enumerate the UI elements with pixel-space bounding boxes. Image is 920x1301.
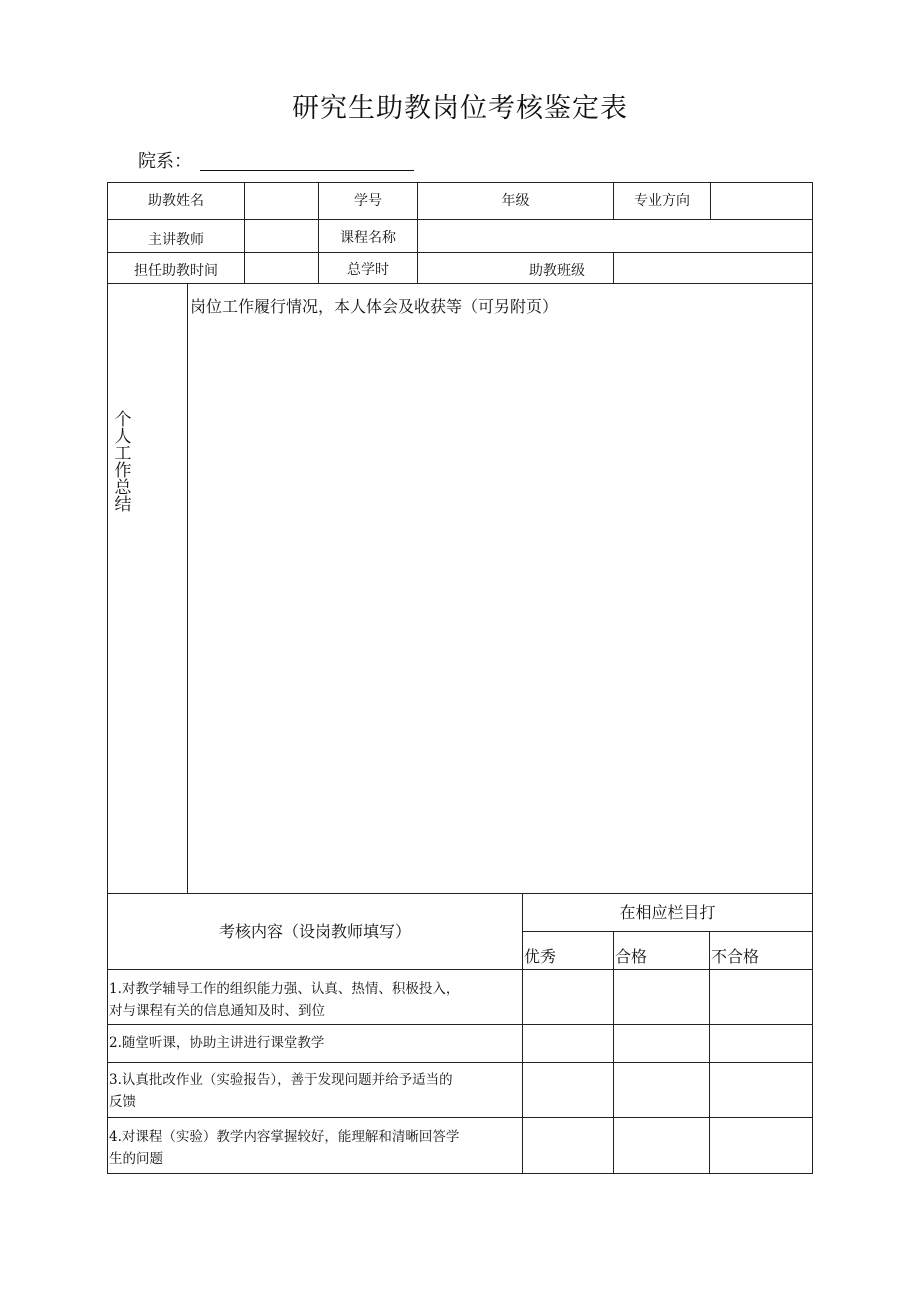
item-4-fail-cell[interactable]	[710, 1118, 812, 1173]
lead-teacher-label: 主讲教师	[148, 232, 204, 248]
evaluation-item-1	[109, 978, 517, 1022]
assistant-period-label: 担任助教时间	[134, 263, 218, 279]
rating-excellent-header: 优秀	[524, 947, 557, 966]
evaluation-item-4-line-1: 4.对课程（实验）教学内容掌握较好，能理解和清晰回答学	[109, 1129, 460, 1145]
evaluation-item-1-line-1: 1.对教学辅导工作的组织能力强、认真、热情、积极投入，	[109, 981, 460, 997]
rating-mark-header: 在相应栏目打	[619, 902, 716, 922]
evaluation-item-3-line-2: 反馈	[109, 1094, 136, 1110]
item-3-fail-cell[interactable]	[710, 1063, 812, 1117]
assistant-class-field[interactable]	[614, 253, 812, 283]
assistant-class-label: 助教班级	[529, 263, 585, 279]
summary-section-label	[109, 412, 137, 514]
evaluation-item-4-line-2: 生的问题	[109, 1151, 163, 1167]
department-label: 院系：	[138, 151, 192, 172]
lead-teacher-field[interactable]	[245, 220, 318, 252]
summary-label-char: 工	[114, 444, 132, 464]
assistant-name-label: 助教姓名	[148, 193, 204, 209]
summary-label-char: 个	[114, 410, 132, 430]
major-label: 专业方向	[634, 193, 690, 209]
item-2-pass-cell[interactable]	[614, 1025, 709, 1062]
item-1-fail-cell[interactable]	[710, 970, 812, 1024]
student-id-label: 学号	[354, 193, 382, 209]
item-3-pass-cell[interactable]	[614, 1063, 709, 1117]
rating-fail-header: 不合格	[711, 947, 760, 966]
rating-pass-header: 合格	[615, 947, 648, 966]
item-2-fail-cell[interactable]	[710, 1025, 812, 1062]
department-field[interactable]	[200, 147, 414, 169]
form-title: 研究生助教岗位考核鉴定表	[292, 93, 628, 124]
item-4-excellent-cell[interactable]	[523, 1118, 612, 1173]
evaluation-item-1-line-2: 对与课程有关的信息通知及时、到位	[109, 1003, 325, 1019]
grade-label: 年级	[501, 193, 530, 209]
summary-label-char: 作	[114, 461, 132, 481]
evaluation-item-4	[109, 1126, 517, 1170]
major-field[interactable]	[711, 183, 812, 219]
summary-content-area[interactable]	[190, 322, 808, 888]
evaluation-item-3-line-1: 3.认真批改作业（实验报告），善于发现问题并给予适当的	[109, 1072, 453, 1088]
item-2-excellent-cell[interactable]	[523, 1025, 612, 1062]
summary-label-char: 总	[114, 478, 132, 498]
evaluation-item-2-line-1: 2.随堂听课，协助主讲进行课堂教学	[109, 1035, 325, 1051]
evaluation-content-header: 考核内容（设岗教师填写）	[218, 921, 411, 941]
course-name-field[interactable]	[418, 220, 812, 252]
assistant-period-field[interactable]	[245, 253, 318, 283]
item-3-excellent-cell[interactable]	[523, 1063, 612, 1117]
summary-label-char: 人	[114, 427, 132, 447]
item-1-excellent-cell[interactable]	[523, 970, 612, 1024]
evaluation-item-2	[109, 1032, 517, 1054]
item-1-pass-cell[interactable]	[614, 970, 709, 1024]
course-name-label: 课程名称	[340, 230, 396, 246]
student-id-field[interactable]	[418, 183, 613, 219]
summary-prompt: 岗位工作履行情况，本人体会及收获等（可另附页）	[190, 297, 559, 316]
item-4-pass-cell[interactable]	[614, 1118, 709, 1173]
assistant-name-field[interactable]	[245, 183, 318, 219]
department-underline	[200, 170, 414, 171]
evaluation-item-3	[109, 1069, 517, 1113]
total-hours-label: 总学时	[347, 262, 389, 278]
summary-label-char: 结	[114, 495, 132, 515]
